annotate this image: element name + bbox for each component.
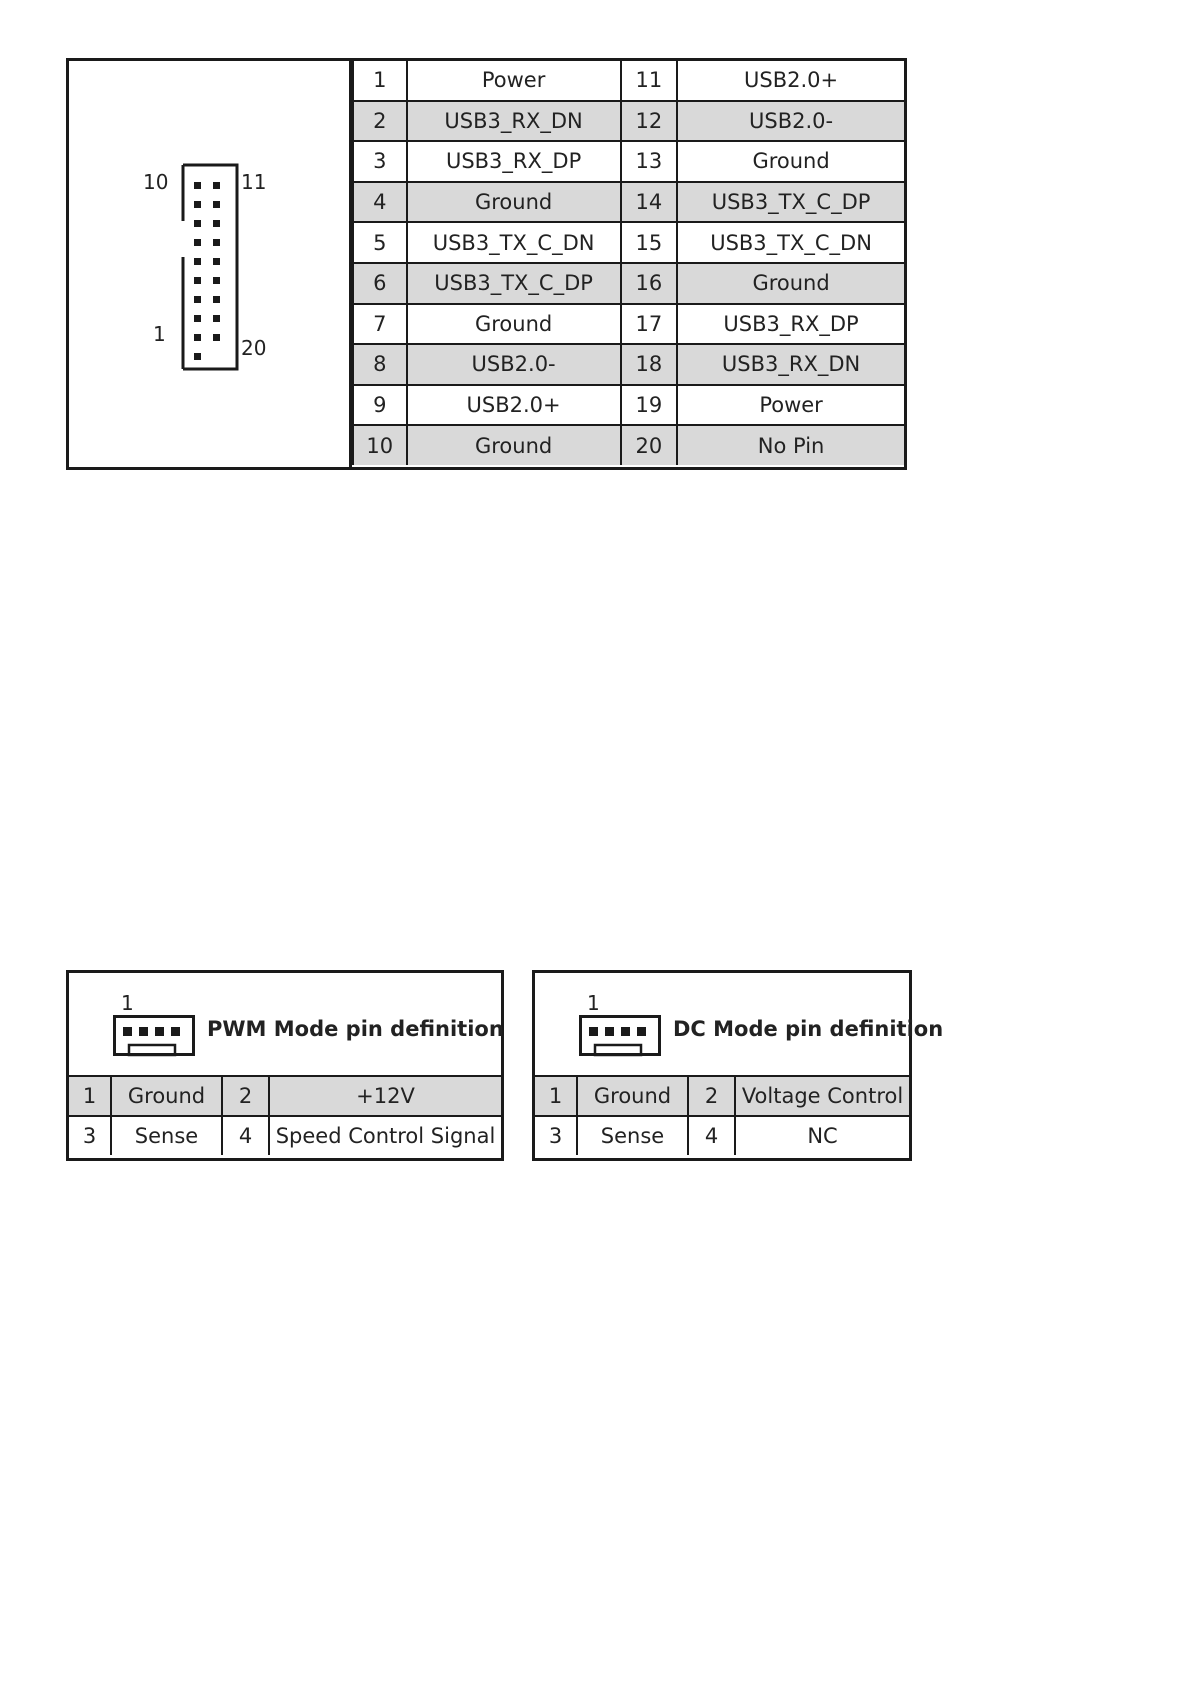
header-pin bbox=[213, 220, 220, 227]
pin-signal: Sense bbox=[111, 1116, 222, 1155]
pin-number: 7 bbox=[353, 304, 407, 345]
table-row bbox=[353, 385, 904, 426]
pin-number: 1 bbox=[535, 1077, 577, 1116]
pin-number: 20 bbox=[621, 425, 678, 465]
pin-number: 11 bbox=[621, 61, 678, 101]
pin-label-top-left: 10 bbox=[143, 170, 169, 194]
pin-number: 5 bbox=[353, 222, 407, 263]
header-pin bbox=[213, 182, 220, 189]
header-pin bbox=[194, 258, 201, 265]
pin-signal: USB3_RX_DP bbox=[677, 304, 904, 345]
pin-signal: Power bbox=[677, 385, 904, 426]
pin-number: 8 bbox=[353, 344, 407, 385]
pin-signal: USB3_RX_DN bbox=[677, 344, 904, 385]
dc-mode-pin-definition bbox=[532, 970, 944, 1161]
table-row bbox=[353, 304, 904, 345]
pin1-label: 1 bbox=[121, 991, 134, 1015]
pin-signal: USB3_RX_DN bbox=[407, 101, 621, 142]
table-row bbox=[353, 263, 904, 304]
pin-signal: USB2.0- bbox=[407, 344, 621, 385]
pin1-label: 1 bbox=[587, 991, 600, 1015]
pin-number: 15 bbox=[621, 222, 678, 263]
pin-signal: USB3_TX_C_DP bbox=[677, 182, 904, 223]
pin-label-top-right: 11 bbox=[241, 170, 267, 194]
pin-signal: USB2.0+ bbox=[677, 61, 904, 101]
pin-number: 2 bbox=[688, 1077, 735, 1116]
pin-number: 2 bbox=[353, 101, 407, 142]
pwm-mode-header bbox=[69, 973, 504, 1077]
table-row bbox=[353, 344, 904, 385]
pin-number: 12 bbox=[621, 101, 678, 142]
header-pin bbox=[213, 296, 220, 303]
pin-signal: Ground bbox=[677, 141, 904, 182]
pin-signal: USB3_TX_C_DP bbox=[407, 263, 621, 304]
table-row bbox=[535, 1116, 909, 1155]
table-row bbox=[353, 141, 904, 182]
pin-number: 4 bbox=[222, 1116, 269, 1155]
pin-signal: Ground bbox=[677, 263, 904, 304]
pin-number: 16 bbox=[621, 263, 678, 304]
pin-label-bottom-right: 20 bbox=[241, 336, 267, 360]
pin-label-bottom-left: 1 bbox=[153, 322, 166, 346]
pin-signal: Ground bbox=[577, 1077, 688, 1116]
header-pin bbox=[194, 239, 201, 246]
header-pin bbox=[213, 334, 220, 341]
pin-number: 1 bbox=[69, 1077, 111, 1116]
table-row bbox=[535, 1077, 909, 1116]
pin-number: 19 bbox=[621, 385, 678, 426]
table-row bbox=[353, 222, 904, 263]
pin-signal: Ground bbox=[407, 304, 621, 345]
table-row bbox=[353, 425, 904, 465]
header-pin bbox=[194, 315, 201, 322]
header-pin bbox=[194, 220, 201, 227]
dc-pin-table bbox=[535, 1077, 909, 1155]
header-pin bbox=[194, 334, 201, 341]
pin-number: 14 bbox=[621, 182, 678, 223]
pin-number: 18 bbox=[621, 344, 678, 385]
pin-signal: Sense bbox=[577, 1116, 688, 1155]
dc-mode-header bbox=[535, 973, 944, 1077]
header-pin bbox=[194, 296, 201, 303]
usb-header-diagram bbox=[69, 61, 352, 467]
pin-number: 10 bbox=[353, 425, 407, 465]
usb-header-pinout bbox=[66, 58, 907, 470]
table-row bbox=[69, 1077, 501, 1116]
pin-signal: Ground bbox=[407, 182, 621, 223]
header-pin bbox=[213, 239, 220, 246]
pin-number: 6 bbox=[353, 263, 407, 304]
pwm-mode-title: PWM Mode pin definition bbox=[207, 1017, 504, 1041]
pin-number: 4 bbox=[353, 182, 407, 223]
pin-number: 1 bbox=[353, 61, 407, 101]
pin-signal: USB3_TX_C_DN bbox=[407, 222, 621, 263]
pin-number: 4 bbox=[688, 1116, 735, 1155]
pin-number: 13 bbox=[621, 141, 678, 182]
header-pin bbox=[194, 201, 201, 208]
pin-signal: USB3_TX_C_DN bbox=[677, 222, 904, 263]
pin-number: 9 bbox=[353, 385, 407, 426]
fan-connector-icon bbox=[579, 1015, 663, 1059]
header-pin bbox=[213, 258, 220, 265]
pin-signal: Ground bbox=[407, 425, 621, 465]
pin-signal: Speed Control Signal bbox=[269, 1116, 501, 1155]
header-pin bbox=[194, 277, 201, 284]
header-pin bbox=[194, 182, 201, 189]
table-row bbox=[353, 101, 904, 142]
pin-signal: Voltage Control bbox=[735, 1077, 909, 1116]
table-row bbox=[353, 61, 904, 101]
pin-signal: USB2.0+ bbox=[407, 385, 621, 426]
dc-mode-title: DC Mode pin definition bbox=[673, 1017, 944, 1041]
pin-signal: NC bbox=[735, 1116, 909, 1155]
pin-number: 17 bbox=[621, 304, 678, 345]
pin-signal: USB2.0- bbox=[677, 101, 904, 142]
table-row bbox=[353, 182, 904, 223]
usb-pin-table bbox=[352, 61, 904, 465]
pin-number: 3 bbox=[535, 1116, 577, 1155]
header-pin bbox=[194, 353, 201, 360]
header-pin bbox=[213, 277, 220, 284]
pin-number: 2 bbox=[222, 1077, 269, 1116]
fan-connector-icon bbox=[113, 1015, 197, 1059]
pin-signal: +12V bbox=[269, 1077, 501, 1116]
connector-outline-icon bbox=[69, 61, 352, 467]
pwm-pin-table bbox=[69, 1077, 501, 1155]
pin-signal: Ground bbox=[111, 1077, 222, 1116]
pwm-mode-pin-definition bbox=[66, 970, 504, 1161]
pin-signal: USB3_RX_DP bbox=[407, 141, 621, 182]
header-pin bbox=[213, 201, 220, 208]
header-pin bbox=[213, 315, 220, 322]
pin-number: 3 bbox=[69, 1116, 111, 1155]
pin-signal: No Pin bbox=[677, 425, 904, 465]
pin-signal: Power bbox=[407, 61, 621, 101]
pin-number: 3 bbox=[353, 141, 407, 182]
table-row bbox=[69, 1116, 501, 1155]
